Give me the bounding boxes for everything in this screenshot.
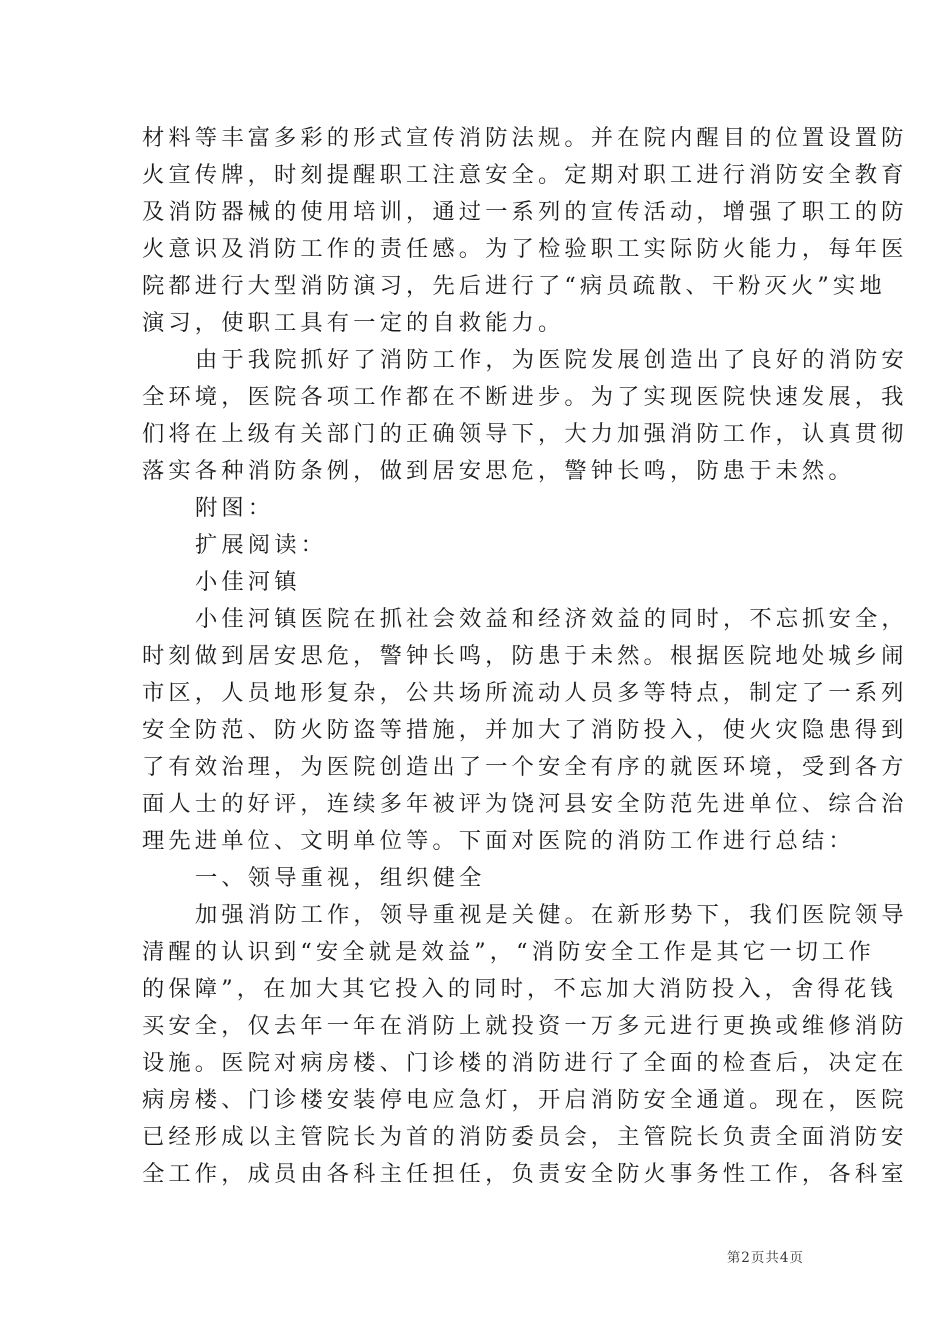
text-line: 们将在上级有关部门的正确领导下，大力加强消防工作，认真贯彻	[142, 421, 908, 447]
text-line: 火宣传牌，时刻提醒职工注意安全。定期对职工进行消防安全教育	[142, 162, 908, 188]
text-line: 面人士的好评，连续多年被评为饶河县安全防范先进单位、综合治	[142, 791, 908, 817]
text-line: 病房楼、门诊楼安装停电应急灯，开启消防安全通道。现在，医院	[142, 1087, 908, 1113]
text-line: 买安全，仅去年一年在消防上就投资一万多元进行更换或维修消防	[142, 1013, 908, 1039]
text-line: 理先进单位、文明单位等。下面对医院的消防工作进行总结：	[142, 828, 855, 854]
text-line: 演习，使职工具有一定的自救能力。	[142, 310, 565, 336]
text-line: 火意识及消防工作的责任感。为了检验职工实际防火能力，每年医	[142, 236, 908, 262]
paragraph-start-line: 加强消防工作，领导重视是关健。在新形势下，我们医院领导	[195, 902, 908, 928]
paragraph-start-line: 小佳河镇医院在抓社会效益和经济效益的同时，不忘抓安全，	[195, 606, 908, 632]
page-number: 第2页共4页	[726, 1250, 804, 1266]
text-line: 全环境，医院各项工作都在不断进步。为了实现医院快速发展，我	[142, 384, 908, 410]
text-line: 时刻做到居安思危，警钟长鸣，防患于未然。根据医院地处城乡闹	[142, 643, 908, 669]
section-title: 小佳河镇	[195, 569, 301, 595]
text-line: 落实各种消防条例，做到居安思危，警钟长鸣，防患于未然。	[142, 458, 855, 484]
extended-reading-label: 扩展阅读：	[195, 532, 327, 558]
paragraph-start-line: 由于我院抓好了消防工作，为医院发展创造出了良好的消防安	[195, 347, 908, 373]
text-line: 了有效治理，为医院创造出了一个安全有序的就医环境，受到各方	[142, 754, 908, 780]
text-line: 已经形成以主管院长为首的消防委员会，主管院长负责全面消防安	[142, 1124, 908, 1150]
attachment-label: 附图：	[195, 495, 275, 521]
text-line: 全工作，成员由各科主任担任，负责安全防火事务性工作，各科室	[142, 1161, 908, 1187]
text-line: 材料等丰富多彩的形式宣传消防法规。并在院内醒目的位置设置防	[142, 125, 908, 151]
text-line: 的保障”，在加大其它投入的同时，不忘加大消防投入，舍得花钱	[142, 976, 897, 1002]
text-line: 市区，人员地形复杂，公共场所流动人员多等特点，制定了一系列	[142, 680, 908, 706]
document-body	[142, 120, 908, 1193]
text-line: 及消防器械的使用培训，通过一系列的宣传活动，增强了职工的防	[142, 199, 908, 225]
text-line: 设施。医院对病房楼、门诊楼的消防进行了全面的检查后，决定在	[142, 1050, 908, 1076]
text-line: 安全防范、防火防盗等措施，并加大了消防投入，使火灾隐患得到	[142, 717, 908, 743]
text-line: 院都进行大型消防演习，先后进行了“病员疏散、干粉灭火”实地	[142, 273, 886, 299]
section-heading: 一、领导重视，组织健全	[195, 865, 486, 891]
text-line: 清醒的认识到“安全就是效益”，“消防安全工作是其它一切工作	[142, 939, 875, 965]
